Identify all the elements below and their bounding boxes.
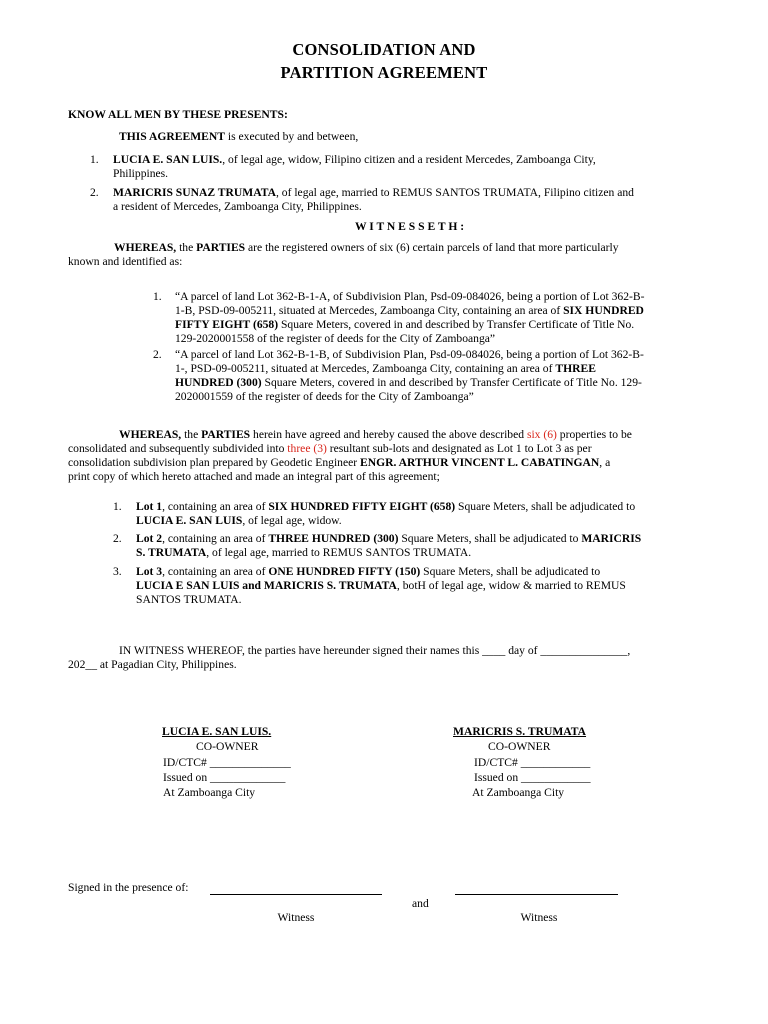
witness-1-signature-line bbox=[210, 894, 382, 895]
parcel-2-number: 2. bbox=[153, 348, 162, 361]
lot-1: Lot 1, containing an area of SIX HUNDRED FIFTY EIGHT (658) Square Meters, shall be adjudicated to LUCIA E. SAN LUIS, of legal age, widow. bbox=[136, 500, 636, 527]
signatory-1-name: LUCIA E. SAN LUIS. bbox=[162, 725, 272, 738]
signatory-1-id: ID/CTC# ______________ bbox=[163, 756, 291, 769]
lot-3-number: 3. bbox=[113, 565, 122, 578]
witnesseth-heading: W I T N E S S E T H : bbox=[355, 220, 465, 233]
signatory-2-issued: Issued on ____________ bbox=[474, 771, 591, 784]
presence-and: and bbox=[412, 897, 429, 910]
signatory-2-role: CO-OWNER bbox=[488, 740, 551, 753]
witness-whereof-paragraph: IN WITNESS WHEREOF, the parties have hereunder signed their names this ____ day of _______________, 202__ at Pagadian City, Philippines. bbox=[68, 644, 631, 671]
witness-1-label: Witness bbox=[277, 911, 315, 924]
lot-2-number: 2. bbox=[113, 532, 122, 545]
party-2-number: 2. bbox=[90, 186, 99, 199]
signatory-2-place: At Zamboanga City bbox=[472, 786, 565, 799]
witness-2-signature-line bbox=[455, 894, 618, 895]
parcel-1: “A parcel of land Lot 362-B-1-A, of Subdivision Plan, Psd-09-084026, being a portion of Lot 362-B- 1-B, PSD-09-005211, situated at Mercedes, Zamboanga City, containing an area of SIX HUNDRED FIFTY EIGHT (658) Square Meters, covered in and described by Transfer Certificate of Title No. 129-2020001558 of the register of deeds for the City of Zamboanga” bbox=[175, 290, 645, 345]
signatory-1-place: At Zamboanga City bbox=[163, 786, 256, 799]
signatory-1-role: CO-OWNER bbox=[196, 740, 259, 753]
witness-2-label: Witness bbox=[520, 911, 558, 924]
whereas-1: WHEREAS, the PARTIES are the registered owners of six (6) certain parcels of land that more particularly known and identified as: bbox=[68, 241, 619, 268]
document-title-line2: PARTITION AGREEMENT bbox=[280, 63, 488, 82]
document-title-line1: CONSOLIDATION AND bbox=[292, 40, 476, 59]
parcel-2: “A parcel of land Lot 362-B-1-B, of Subdivision Plan, Psd-09-084026, being a portion of Lot 362-B- 1-, PSD-09-005211, situated at Mercedes, Zamboanga City, containing an area of THREE HUNDRED (300) Square Meters, covered in and described by Transfer Certificate of Title No. 129- 2020001559 of the register of deeds for the City of Zamboanga” bbox=[175, 348, 644, 403]
presence-label: Signed in the presence of: bbox=[68, 881, 189, 894]
parcel-1-number: 1. bbox=[153, 290, 162, 303]
lot-2: Lot 2, containing an area of THREE HUNDRED (300) Square Meters, shall be adjudicated to MARICRIS S. TRUMATA, of legal age, married to REMUS SANTOS TRUMATA. bbox=[136, 532, 642, 559]
signatory-1-issued: Issued on _____________ bbox=[163, 771, 286, 784]
know-all-heading: KNOW ALL MEN BY THESE PRESENTS: bbox=[68, 108, 288, 121]
party-2: MARICRIS SUNAZ TRUMATA, of legal age, married to REMUS SANTOS TRUMATA, Filipino citizen and a resident of Mercedes, Zamboanga City, Philippines. bbox=[113, 186, 634, 213]
lot-1-number: 1. bbox=[113, 500, 122, 513]
signatory-2-id: ID/CTC# ____________ bbox=[474, 756, 591, 769]
party-1-number: 1. bbox=[90, 153, 99, 166]
signatory-2-name: MARICRIS S. TRUMATA bbox=[453, 725, 587, 738]
party-1: LUCIA E. SAN LUIS., of legal age, widow, Filipino citizen and a resident Mercedes, Zamboanga City, Philippines. bbox=[113, 153, 596, 180]
intro-paragraph: THIS AGREEMENT is executed by and between, bbox=[119, 130, 359, 143]
lot-3: Lot 3, containing an area of ONE HUNDRED FIFTY (150) Square Meters, shall be adjudicated to LUCIA E SAN LUIS and MARICRIS S. TRUMATA, botH of legal age, widow & married to REMUS SANTOS TRUMATA. bbox=[136, 565, 626, 606]
whereas-2: WHEREAS, the PARTIES herein have agreed and hereby caused the above described six (6) properties to be consolidated and subsequently subdivided into three (3) resultant sub-lots and designated as Lot 1 to Lot 3 as per consolidation subdivision plan prepared by Geodetic Engineer ENGR. ARTHUR VINCENT L. CABATINGAN, a print copy of which hereto attached and made an integral part of this agreement; bbox=[68, 428, 632, 483]
